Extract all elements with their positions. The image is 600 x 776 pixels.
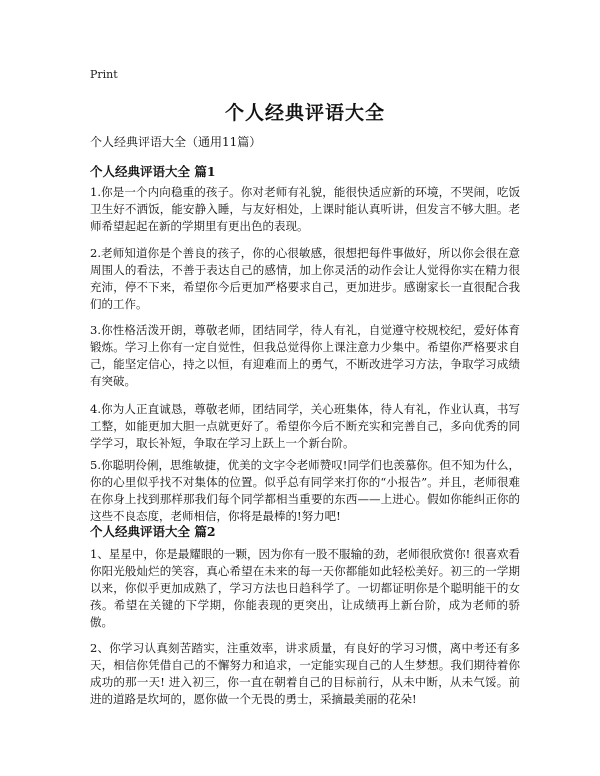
- section-heading-1: 个人经典评语大全 篇1: [90, 164, 216, 179]
- print-label: Print: [90, 68, 118, 81]
- document-title: 个人经典评语大全: [224, 102, 385, 124]
- section-heading-2: 个人经典评语大全 篇2: [90, 524, 216, 539]
- paragraph-1-5: 5.你聪明伶俐，思维敏捷，优美的文字令老师赞叹!同学们也羡慕你。但不知为什么，你的心里似乎找不对集体的位置。似乎总有同学来打你的“小报告”。并且，老师很难在你身上找到那样那我们每个同学都相当重要的东西——上进心。假如你能纠正你的这些不良态度，老师相信，你将是最棒的!努力吧!: [90, 457, 520, 523]
- paragraph-1-4: 4.你为人正直诚恳，尊敬老师，团结同学，关心班集体，待人有礼，作业认真，书写工整，如能更加大胆一点就更好了。希望你今后不断充实和完善自己，多向优秀的同学学习，取长补短，争取在学习上跃上一个新台阶。: [90, 401, 520, 450]
- paragraph-2-1: 1、星星中，你是最耀眼的一颗，因为你有一股不服输的劲，老师很欣赏你! 很喜欢看你阳光般灿烂的笑容，真心希望在未来的每一天你都能如此轻松美好。初三的一学期以来，你似乎更加成熟了，学习方法也日趋科学了。一切都证明你是个聪明能干的女孩。希望在关键的下学期，你能表现的更突出，让成绩再上新台阶，成为老师的骄傲。: [90, 546, 520, 629]
- paragraph-1-3: 3.你性格活泼开朗，尊敬老师，团结同学，待人有礼，自觉遵守校规校纪，爱好体育锻炼。学习上你有一定自觉性，但我总觉得你上课注意力少集中。希望你严格要求自己，能坚定信心，持之以恒，有迎难而上的勇气，不断改进学习方法，争取学习成绩有突破。: [90, 322, 520, 388]
- paragraph-1-2: 2.老师知道你是个善良的孩子，你的心很敏感，很想把每件事做好，所以你会很在意周围人的看法，不善于表达自己的感情，加上你灵活的动作会让人觉得你实在精力很充沛，停不下来，希望你今后更加严格要求自己，更加进步。感谢家长一直很配合我们的工作。: [90, 245, 520, 311]
- paragraph-2-2: 2、你学习认真刻苦踏实，注重效率，讲求质量，有良好的学习习惯，离中考还有多天，相信你凭借自己的不懈努力和追求，一定能实现自己的人生梦想。我们期待着你成功的那一天! 进入初三，你一直在朝着自己的目标前行，从未中断，从未气馁。前进的道路是坎坷的，愿你做一个无畏的勇士，采摘最美丽的花朵!: [90, 640, 520, 706]
- document-subtitle: 个人经典评语大全（通用11篇）: [90, 135, 262, 149]
- paragraph-1-1: 1.你是一个内向稳重的孩子。你对老师有礼貌，能很快适应新的环境，不哭闹，吃饭卫生好不洒饭，能安静入睡，与友好相处，上课时能认真听讲，但发言不够大胆。老师希望起起在新的学期里有更出色的表现。: [90, 184, 520, 233]
